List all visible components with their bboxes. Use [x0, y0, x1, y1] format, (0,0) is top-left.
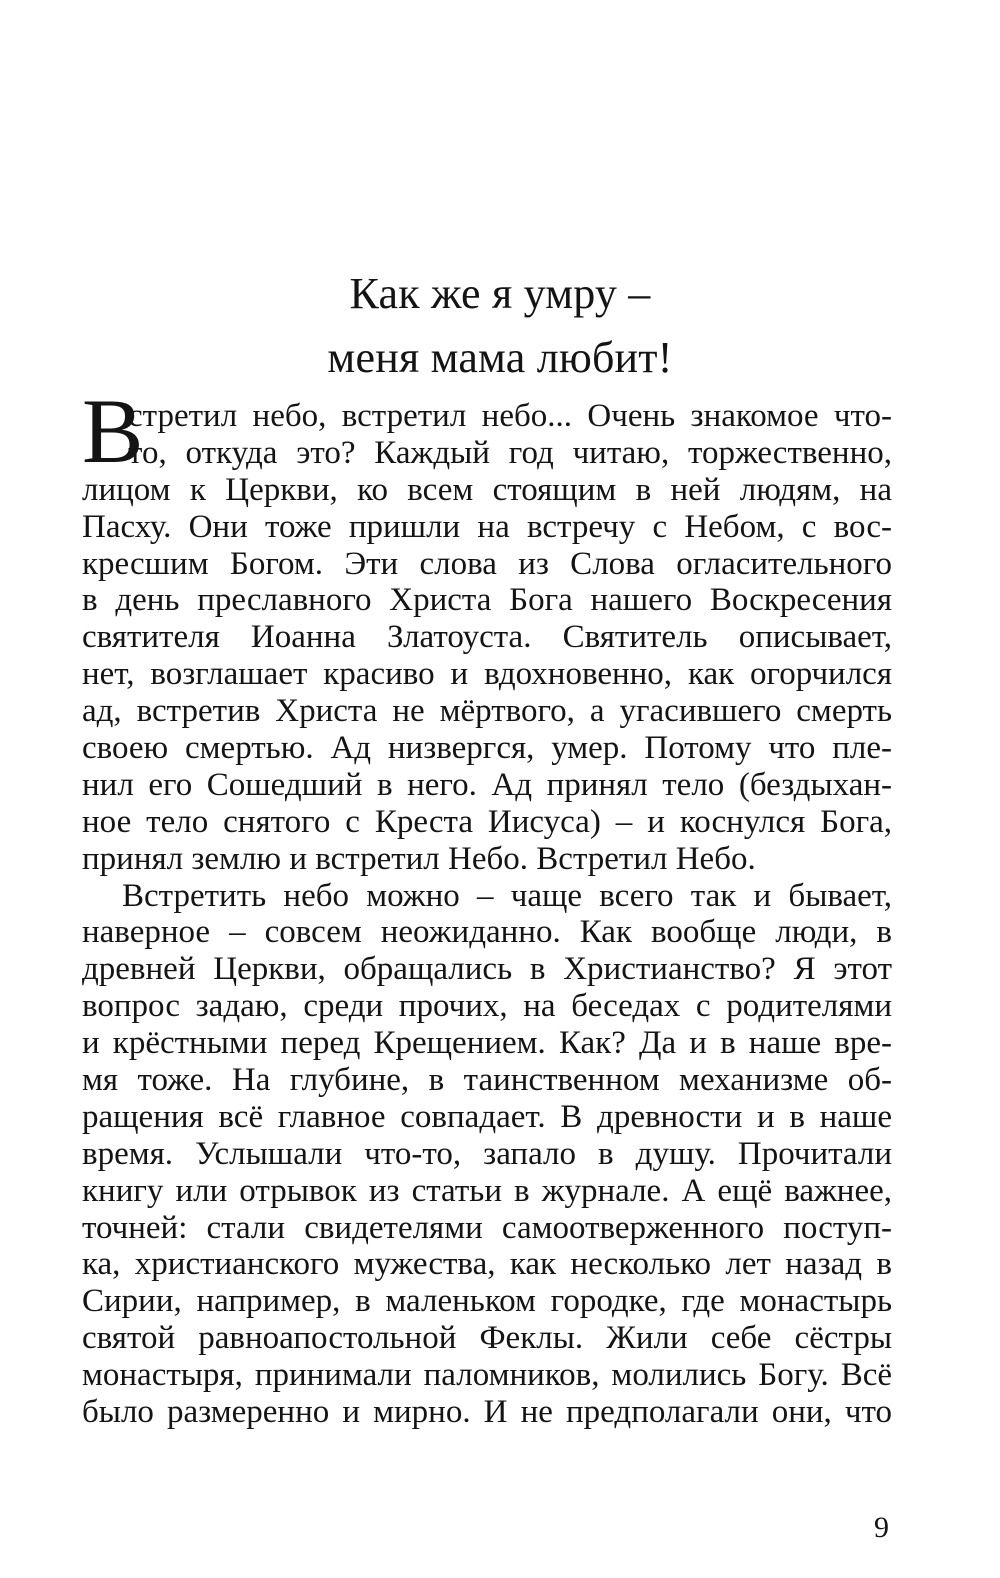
text-line: святителя Иоанна Златоуста. Святитель описывает,: [82, 619, 892, 656]
text-line: ращения всё главное совпадает. В древности и в наше: [82, 1098, 892, 1135]
text-line: Сирии, например, в маленьком городке, где монастырь: [82, 1283, 892, 1320]
text-line: наверное – совсем неожиданно. Как вообще люди, в: [82, 914, 892, 951]
text-line: ное тело снятого с Креста Иисуса) – и коснулся Бога,: [82, 803, 892, 840]
paragraph-2: [82, 878, 892, 1431]
text-line: точней: стали свидетелями самоотверженного поступ-: [82, 1209, 892, 1246]
text-line: лицом к Церкви, ко всем стоящим в ней людям, на: [82, 471, 892, 508]
text-line: своею смертью. Ад низвергся, умер. Потому что пле-: [82, 730, 892, 767]
body-text: [82, 398, 892, 1431]
text-line: ка, христианского мужества, как несколько лет назад в: [82, 1246, 892, 1283]
text-line: книгу или отрывок из статьи в журнале. А ещё важнее,: [82, 1172, 892, 1209]
text-line: вопрос задаю, среди прочих, на беседах с родителями: [82, 988, 892, 1025]
chapter-title: [0, 262, 1000, 390]
chapter-title-line-1: Как же я умру –: [349, 269, 651, 318]
page-number: 9: [874, 1511, 889, 1544]
text-line: принял землю и встретил Небо. Встретил Небо.: [82, 840, 756, 877]
text-line: святой равноапостольной Феклы. Жили себе сёстры: [82, 1320, 892, 1357]
text-line: было размеренно и мирно. И не предполагали они, что: [82, 1394, 892, 1431]
text-line: Встретить небо можно – чаще всего так и бывает,: [122, 877, 892, 914]
text-line: и крёстными перед Крещением. Как? Да и в наше вре-: [82, 1025, 892, 1062]
text-line: стретил небо, встретил небо... Очень знакомое что-: [128, 398, 892, 434]
text-line: мя тоже. На глубине, в таинственном механизме об-: [82, 1062, 892, 1099]
drop-cap: В: [82, 380, 144, 482]
text-line: древней Церкви, обращались в Христианство? Я этот: [82, 951, 892, 988]
text-line: ад, встретив Христа не мёртвого, а угасившего смерть: [82, 693, 892, 730]
text-line: в день преславного Христа Бога нашего Воскресения: [82, 582, 892, 619]
chapter-title-line-2: меня мама любит!: [327, 333, 673, 382]
text-line: кресшим Богом. Эти слова из Слова огласительного: [82, 545, 892, 582]
text-line: то, откуда это? Каждый год читаю, торжественно,: [128, 434, 892, 471]
text-line: Пасху. Они тоже пришли на встречу с Небом, с вос-: [82, 508, 892, 545]
text-line: нет, возглашает красиво и вдохновенно, как огорчился: [82, 656, 892, 693]
text-line: нил его Сошедший в него. Ад принял тело (бездыхан-: [82, 766, 892, 803]
text-line: монастыря, принимали паломников, молились Богу. Всё: [82, 1357, 892, 1394]
paragraph-1: [82, 398, 892, 878]
text-line: время. Услышали что-то, запало в душу. Прочитали: [82, 1135, 892, 1172]
